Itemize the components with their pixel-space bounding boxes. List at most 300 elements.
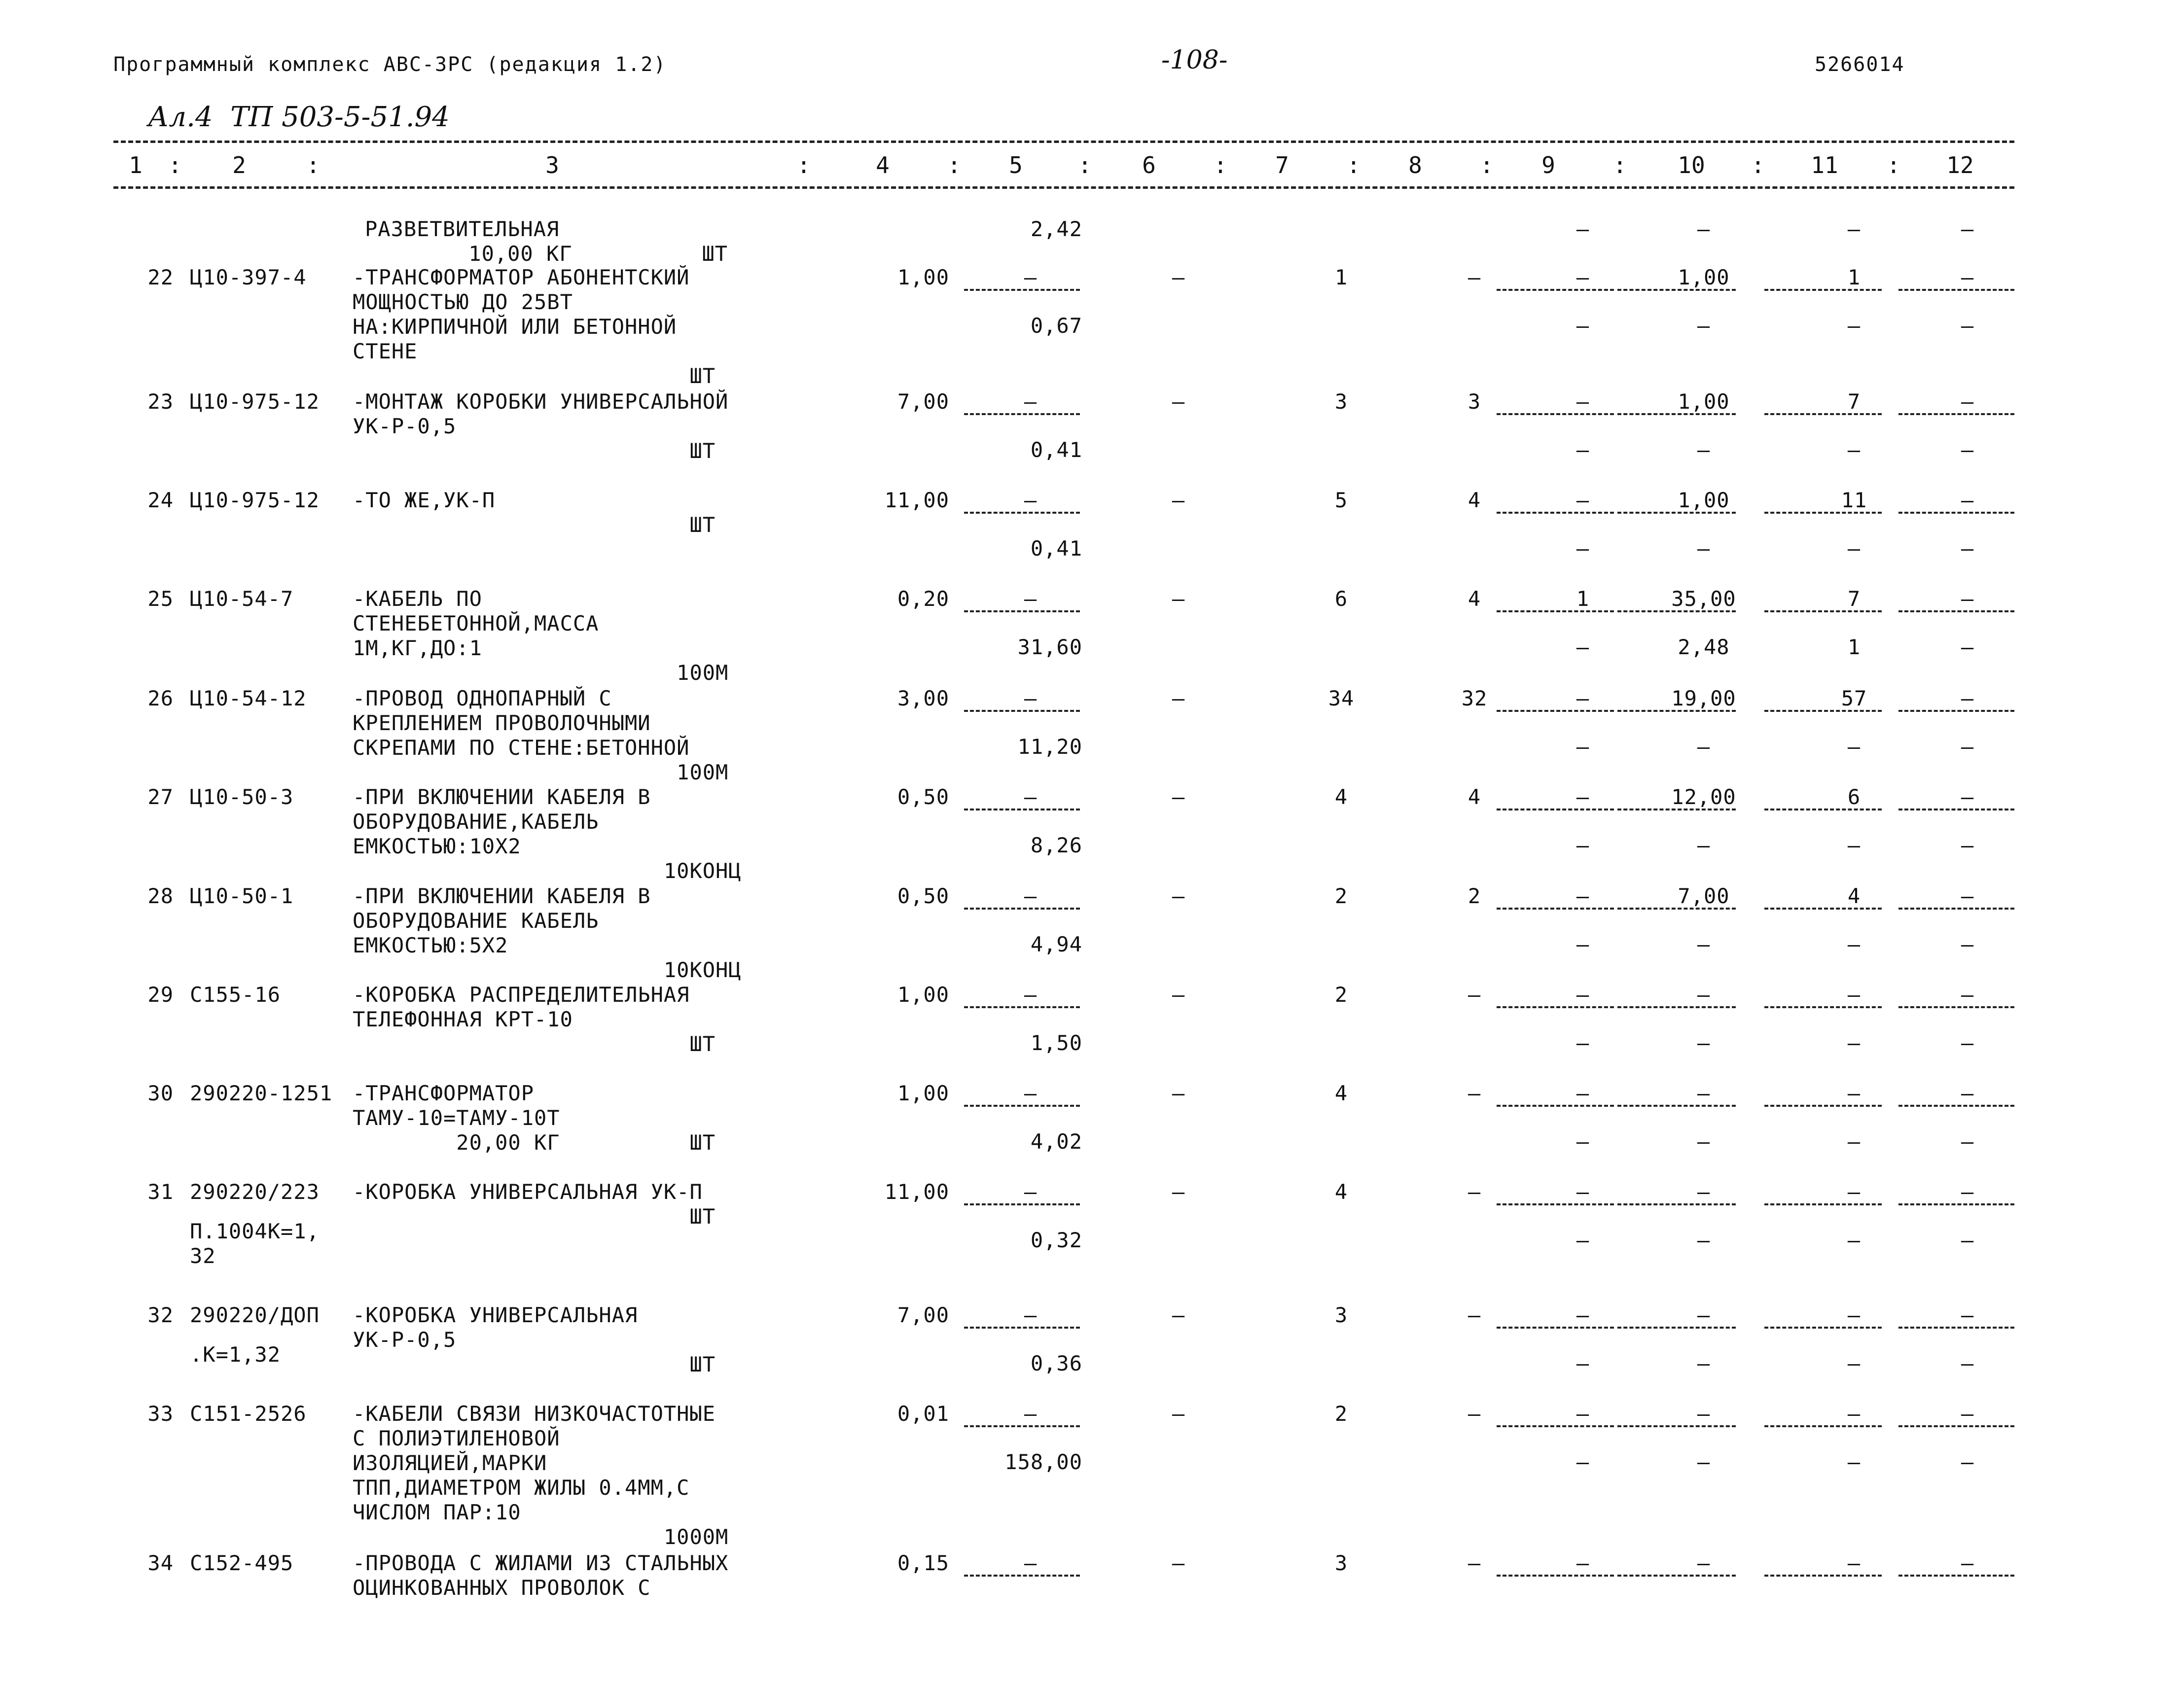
c9-top: – — [1576, 1402, 1590, 1426]
c9-bottom: – — [1576, 1450, 1590, 1474]
resource-code-extra: .К=1,32 — [190, 1342, 281, 1367]
col5-top: – — [1024, 686, 1038, 710]
column-separator: : — [1347, 152, 1361, 178]
col6: – — [1172, 884, 1185, 908]
col5-top: – — [1024, 983, 1038, 1007]
c11-top: 7 — [1847, 587, 1861, 611]
c11-top: – — [1847, 1303, 1861, 1327]
resource-code: С152-495 — [190, 1551, 294, 1575]
c10-bottom: – — [1697, 1351, 1711, 1375]
col9-rule — [1497, 1425, 1614, 1427]
column-number: 9 — [1541, 152, 1555, 178]
col5-top: – — [1024, 1551, 1038, 1575]
c10-top: 1,00 — [1678, 389, 1730, 414]
row-number: 29 — [147, 983, 174, 1007]
c12-bottom: – — [1961, 1228, 1974, 1252]
col9-rule — [1497, 809, 1614, 810]
c11-top: – — [1847, 1402, 1861, 1426]
col5-rule — [964, 1327, 1080, 1329]
column-number: 12 — [1946, 152, 1974, 178]
col7: 1 — [1334, 265, 1348, 289]
column-separator: : — [797, 152, 811, 178]
description-line: -ПРОВОД ОДНОПАРНЫЙ С — [353, 686, 612, 710]
c11-top: 57 — [1841, 686, 1867, 710]
c9-bottom: – — [1576, 217, 1590, 241]
column-number: 11 — [1811, 152, 1838, 178]
c10-top: – — [1697, 1303, 1711, 1327]
description-line: 20,00 КГ ШТ — [353, 1130, 716, 1155]
col11-rule — [1764, 512, 1882, 514]
col5-bottom: 31,60 — [1017, 635, 1082, 659]
c9-bottom: – — [1576, 438, 1590, 462]
col12-rule — [1898, 1327, 2014, 1329]
c9-top: – — [1576, 1551, 1590, 1575]
c11-top: 1 — [1847, 265, 1861, 289]
col7: 2 — [1334, 983, 1348, 1007]
description-line: С ПОЛИЭТИЛЕНОВОЙ — [353, 1426, 560, 1450]
col5-bottom: 0,41 — [1030, 438, 1082, 462]
col7: 4 — [1334, 1081, 1348, 1105]
column-separator: : — [1480, 152, 1494, 178]
row-number: 30 — [147, 1081, 174, 1105]
col11-rule — [1764, 908, 1882, 910]
description-line: 1000М — [353, 1525, 729, 1549]
quantity: 0,15 — [897, 1551, 949, 1575]
c9-bottom: – — [1576, 833, 1590, 857]
resource-code-extra: П.1004К=1, — [190, 1219, 320, 1243]
col11-rule — [1764, 1575, 1882, 1577]
description-line: УК-Р-0,5 — [353, 414, 457, 438]
c9-bottom: – — [1576, 1129, 1590, 1154]
description-line: 100М — [353, 760, 729, 784]
col5-rule — [964, 1425, 1080, 1427]
col7: 34 — [1328, 686, 1355, 710]
c12-top: – — [1961, 785, 1974, 809]
col6: – — [1172, 488, 1185, 512]
col10-rule — [1617, 1203, 1736, 1205]
c12-bottom: – — [1961, 932, 1974, 956]
c11-bottom: – — [1847, 735, 1861, 759]
column-separator: : — [1887, 152, 1900, 178]
description-line: МОЩНОСТЬЮ ДО 25ВТ — [353, 290, 573, 314]
col6: – — [1172, 1081, 1185, 1105]
col12-rule — [1898, 908, 2014, 910]
col11-rule — [1764, 1203, 1882, 1205]
column-separator: : — [168, 152, 182, 178]
description-line: ШТ — [353, 1352, 716, 1376]
c10-top: – — [1697, 1081, 1711, 1105]
description-line: ОБОРУДОВАНИЕ,КАБЕЛЬ — [353, 809, 599, 834]
col7: 3 — [1334, 1551, 1348, 1575]
col10-rule — [1617, 1327, 1736, 1329]
c12-top: – — [1961, 983, 1974, 1007]
c11-top: – — [1847, 1551, 1861, 1575]
c11-top: – — [1847, 1081, 1861, 1105]
c12-top: – — [1961, 1303, 1974, 1327]
c10-top: – — [1697, 1402, 1711, 1426]
resource-code: Ц10-54-12 — [190, 686, 307, 710]
description-line: ОЦИНКОВАННЫХ ПРОВОЛОК С — [353, 1576, 651, 1600]
col12-rule — [1898, 1203, 2014, 1205]
resource-code: Ц10-975-12 — [190, 488, 320, 512]
column-separator: : — [1078, 152, 1092, 178]
header-rule-bottom — [113, 186, 2014, 189]
col10-rule — [1617, 610, 1736, 612]
col5-top: – — [1024, 785, 1038, 809]
description-line: ТАМУ-10=ТАМУ-10Т — [353, 1106, 560, 1130]
c9-bottom: – — [1576, 536, 1590, 561]
col5-rule — [964, 1575, 1080, 1577]
document-code: 5266014 — [1815, 53, 1905, 76]
c9-bottom: – — [1576, 635, 1590, 659]
description-line: СТЕНЕБЕТОННОЙ,МАССА — [353, 611, 599, 635]
col8: – — [1468, 1551, 1481, 1575]
c10-top: – — [1697, 1180, 1711, 1204]
col10-rule — [1617, 1105, 1736, 1107]
c10-bottom: – — [1697, 932, 1711, 956]
col7: 5 — [1334, 488, 1348, 512]
quantity: 7,00 — [897, 1303, 949, 1327]
c12-bottom: – — [1961, 1031, 1974, 1055]
col5-top: – — [1024, 389, 1038, 414]
c11-bottom: – — [1847, 1450, 1861, 1474]
col6: – — [1172, 389, 1185, 414]
col6: – — [1172, 1303, 1185, 1327]
col9-rule — [1497, 512, 1614, 514]
col11-rule — [1764, 710, 1882, 712]
col10-rule — [1617, 289, 1736, 291]
col6: – — [1172, 1551, 1185, 1575]
col12-rule — [1898, 610, 2014, 612]
description-line: 10КОНЦ — [353, 958, 742, 982]
c10-top: 1,00 — [1678, 265, 1730, 289]
column-number: 10 — [1678, 152, 1705, 178]
col7: 3 — [1334, 389, 1348, 414]
c9-top: – — [1576, 488, 1590, 512]
c12-bottom: – — [1961, 438, 1974, 462]
col5-top: – — [1024, 488, 1038, 512]
description-line: ЕМКОСТЬЮ:5Х2 — [353, 933, 508, 957]
col5-rule — [964, 1105, 1080, 1107]
c11-bottom: – — [1847, 932, 1861, 956]
description-line: ОБОРУДОВАНИЕ КАБЕЛЬ — [353, 909, 599, 933]
resource-code: Ц10-975-12 — [190, 389, 320, 414]
c11-top: 6 — [1847, 785, 1861, 809]
col5-top: – — [1024, 1180, 1038, 1204]
col7: 2 — [1334, 1402, 1348, 1426]
description-line: КРЕПЛЕНИЕМ ПРОВОЛОЧНЫМИ — [353, 711, 651, 735]
quantity: 11,00 — [884, 488, 949, 512]
col10-rule — [1617, 1575, 1736, 1577]
description-line: ШТ — [353, 364, 716, 388]
column-separator: : — [1613, 152, 1627, 178]
c11-top: 11 — [1841, 488, 1867, 512]
description-line: ШТ — [353, 439, 716, 463]
col6: – — [1172, 785, 1185, 809]
resource-code: Ц10-397-4 — [190, 265, 307, 289]
c12-bottom: – — [1961, 635, 1974, 659]
col12-rule — [1898, 413, 2014, 415]
col8: 32 — [1461, 686, 1488, 710]
c9-top: – — [1576, 265, 1590, 289]
row-number: 23 — [147, 389, 174, 414]
c9-top: – — [1576, 389, 1590, 414]
col11-rule — [1764, 1105, 1882, 1107]
col11-rule — [1764, 809, 1882, 810]
description-line: 10,00 КГ ШТ — [365, 242, 728, 266]
column-number: 8 — [1408, 152, 1422, 178]
column-separator: : — [947, 152, 961, 178]
quantity: 3,00 — [897, 686, 949, 710]
col9-rule — [1497, 1327, 1614, 1329]
row-number: 25 — [147, 587, 174, 611]
c12-top: – — [1961, 265, 1974, 289]
col10-rule — [1617, 1425, 1736, 1427]
col5-rule — [964, 1006, 1080, 1008]
c11-bottom: – — [1847, 1228, 1861, 1252]
col8: – — [1468, 1081, 1481, 1105]
col7: 3 — [1334, 1303, 1348, 1327]
resource-code: 290220/ДОП — [190, 1303, 320, 1327]
col5-bottom: 4,02 — [1030, 1129, 1082, 1154]
c10-bottom: – — [1697, 735, 1711, 759]
col8: – — [1468, 265, 1481, 289]
description-line: СТЕНЕ — [353, 339, 418, 363]
c10-top: 1,00 — [1678, 488, 1730, 512]
col5-bottom: 11,20 — [1017, 735, 1082, 759]
col5-rule — [964, 908, 1080, 910]
c11-top: – — [1847, 1180, 1861, 1204]
col6: – — [1172, 1402, 1185, 1426]
description-line: 100М — [353, 661, 729, 685]
row-number: 31 — [147, 1180, 174, 1204]
c10-bottom: – — [1697, 438, 1711, 462]
row-number: 34 — [147, 1551, 174, 1575]
description-line: -ПРИ ВКЛЮЧЕНИИ КАБЕЛЯ В — [353, 785, 651, 809]
col10-rule — [1617, 908, 1736, 910]
col5-bottom: 2,42 — [1030, 217, 1082, 241]
c10-top: 7,00 — [1678, 884, 1730, 908]
c10-bottom: – — [1697, 1450, 1711, 1474]
description-line: ТПП,ДИАМЕТРОМ ЖИЛЫ 0.4ММ,С — [353, 1476, 690, 1500]
col10-rule — [1617, 413, 1736, 415]
col5-rule — [964, 512, 1080, 514]
col12-rule — [1898, 1575, 2014, 1577]
c11-bottom: 1 — [1847, 635, 1861, 659]
col6: – — [1172, 587, 1185, 611]
column-number: 3 — [545, 152, 559, 178]
col5-top: – — [1024, 884, 1038, 908]
column-number: 5 — [1009, 152, 1023, 178]
col5-top: – — [1024, 265, 1038, 289]
description-line: ИЗОЛЯЦИЕЙ,МАРКИ — [353, 1451, 547, 1475]
col5-rule — [964, 289, 1080, 291]
col11-rule — [1764, 610, 1882, 612]
description-line: НА:КИРПИЧНОЙ ИЛИ БЕТОННОЙ — [353, 315, 677, 339]
col9-rule — [1497, 1006, 1614, 1008]
c11-bottom: – — [1847, 1031, 1861, 1055]
col9-rule — [1497, 1105, 1614, 1107]
c11-bottom: – — [1847, 833, 1861, 857]
col5-rule — [964, 413, 1080, 415]
c10-bottom: – — [1697, 1228, 1711, 1252]
col5-bottom: 0,32 — [1030, 1228, 1082, 1252]
description-line: -КОРОБКА УНИВЕРСАЛЬНАЯ УК-П — [353, 1180, 703, 1204]
col12-rule — [1898, 809, 2014, 810]
description-line: -МОНТАЖ КОРОБКИ УНИВЕРСАЛЬНОЙ — [353, 389, 729, 414]
col5-rule — [964, 610, 1080, 612]
col8: 4 — [1468, 785, 1481, 809]
col5-top: – — [1024, 1402, 1038, 1426]
col5-rule — [964, 710, 1080, 712]
col6: – — [1172, 983, 1185, 1007]
description-line: ШТ — [353, 1032, 716, 1056]
c9-bottom: – — [1576, 1228, 1590, 1252]
col5-bottom: 0,41 — [1030, 536, 1082, 561]
description-line: ТЕЛЕФОННАЯ КРТ-10 — [353, 1007, 573, 1031]
description-line: -ПРОВОДА С ЖИЛАМИ ИЗ СТАЛЬНЫХ — [353, 1551, 729, 1575]
software-title: Программный комплекс АВС-3РС (редакция 1.2) — [113, 53, 667, 76]
row-number: 27 — [147, 785, 174, 809]
c11-bottom: – — [1847, 1351, 1861, 1375]
col5-top: – — [1024, 1081, 1038, 1105]
column-number: 4 — [876, 152, 890, 178]
col9-rule — [1497, 610, 1614, 612]
c10-bottom: – — [1697, 217, 1711, 241]
column-separator: : — [306, 152, 320, 178]
col5-bottom: 4,94 — [1030, 932, 1082, 956]
c9-bottom: – — [1576, 1031, 1590, 1055]
c9-bottom: – — [1576, 735, 1590, 759]
resource-code-extra: 32 — [190, 1244, 216, 1268]
col11-rule — [1764, 289, 1882, 291]
col10-rule — [1617, 512, 1736, 514]
col8: 4 — [1468, 587, 1481, 611]
quantity: 11,00 — [884, 1180, 949, 1204]
description-line: -ПРИ ВКЛЮЧЕНИИ КАБЕЛЯ В — [353, 884, 651, 908]
col5-bottom: 0,67 — [1030, 314, 1082, 338]
description-line: СКРЕПАМИ ПО СТЕНЕ:БЕТОННОЙ — [353, 736, 690, 760]
c12-top: – — [1961, 884, 1974, 908]
col10-rule — [1617, 1006, 1736, 1008]
c11-bottom: – — [1847, 1129, 1861, 1154]
col12-rule — [1898, 289, 2014, 291]
col5-top: – — [1024, 587, 1038, 611]
c11-top: 4 — [1847, 884, 1861, 908]
description-line: ЕМКОСТЬЮ:10Х2 — [353, 834, 521, 858]
col5-rule — [964, 1203, 1080, 1205]
c12-bottom: – — [1961, 833, 1974, 857]
col7: 4 — [1334, 1180, 1348, 1204]
col8: – — [1468, 1180, 1481, 1204]
quantity: 7,00 — [897, 389, 949, 414]
c9-top: – — [1576, 1180, 1590, 1204]
c10-bottom: 2,48 — [1678, 635, 1730, 659]
resource-code: Ц10-50-3 — [190, 785, 294, 809]
c12-bottom: – — [1961, 1450, 1974, 1474]
c12-top: – — [1961, 686, 1974, 710]
c11-top: – — [1847, 983, 1861, 1007]
c10-bottom: – — [1697, 314, 1711, 338]
c12-bottom: – — [1961, 1351, 1974, 1375]
resource-code: 290220/223 — [190, 1180, 320, 1204]
c12-bottom: – — [1961, 314, 1974, 338]
col5-rule — [964, 809, 1080, 810]
quantity: 0,50 — [897, 785, 949, 809]
c10-bottom: – — [1697, 1031, 1711, 1055]
c12-top: – — [1961, 1180, 1974, 1204]
col11-rule — [1764, 1425, 1882, 1427]
description-line: -КАБЕЛИ СВЯЗИ НИЗКОЧАСТОТНЫЕ — [353, 1402, 716, 1426]
description-line: ЧИСЛОМ ПАР:10 — [353, 1500, 521, 1524]
col5-bottom: 1,50 — [1030, 1031, 1082, 1055]
page-number: -108- — [1161, 45, 1228, 75]
row-number: 33 — [147, 1402, 174, 1426]
c12-top: – — [1961, 389, 1974, 414]
col6: – — [1172, 265, 1185, 289]
c9-top: – — [1576, 983, 1590, 1007]
description-line: РАЗВЕТВИТЕЛЬНАЯ — [365, 217, 560, 241]
col5-top: – — [1024, 1303, 1038, 1327]
description-line: 10КОНЦ — [353, 859, 742, 883]
row-number: 28 — [147, 884, 174, 908]
col8: 3 — [1468, 389, 1481, 414]
description-line: -ТО ЖЕ,УК-П — [353, 488, 496, 512]
col8: – — [1468, 1402, 1481, 1426]
col9-rule — [1497, 289, 1614, 291]
col9-rule — [1497, 413, 1614, 415]
col11-rule — [1764, 413, 1882, 415]
c12-top: – — [1961, 587, 1974, 611]
col9-rule — [1497, 1575, 1614, 1577]
c12-bottom: – — [1961, 735, 1974, 759]
c12-top: – — [1961, 488, 1974, 512]
c11-bottom: – — [1847, 536, 1861, 561]
c10-bottom: – — [1697, 536, 1711, 561]
col9-rule — [1497, 710, 1614, 712]
col9-rule — [1497, 908, 1614, 910]
description-line: -ТРАНСФОРМАТОР АБОНЕНТСКИЙ — [353, 265, 690, 289]
description-line: -КОРОБКА УНИВЕРСАЛЬНАЯ — [353, 1303, 638, 1327]
description-line: ШТ — [353, 1204, 716, 1229]
column-separator: : — [1214, 152, 1227, 178]
c10-bottom: – — [1697, 1129, 1711, 1154]
col6: – — [1172, 1180, 1185, 1204]
quantity: 1,00 — [897, 1081, 949, 1105]
column-number: 6 — [1142, 152, 1156, 178]
c12-top: – — [1961, 1551, 1974, 1575]
quantity: 1,00 — [897, 983, 949, 1007]
header-rule-top — [113, 141, 2014, 143]
col11-rule — [1764, 1006, 1882, 1008]
c11-bottom: – — [1847, 217, 1861, 241]
col7: 2 — [1334, 884, 1348, 908]
col12-rule — [1898, 1425, 2014, 1427]
description-line: -ТРАНСФОРМАТОР — [353, 1081, 535, 1105]
col10-rule — [1617, 710, 1736, 712]
resource-code: Ц10-54-7 — [190, 587, 294, 611]
description-line: -КАБЕЛЬ ПО — [353, 587, 482, 611]
quantity: 0,01 — [897, 1402, 949, 1426]
c9-top: – — [1576, 785, 1590, 809]
col8: – — [1468, 1303, 1481, 1327]
col12-rule — [1898, 1105, 2014, 1107]
col12-rule — [1898, 1006, 2014, 1008]
description-line: УК-Р-0,5 — [353, 1328, 457, 1352]
c9-top: – — [1576, 1303, 1590, 1327]
c9-top: – — [1576, 1081, 1590, 1105]
description-line: 1М,КГ,ДО:1 — [353, 636, 482, 660]
